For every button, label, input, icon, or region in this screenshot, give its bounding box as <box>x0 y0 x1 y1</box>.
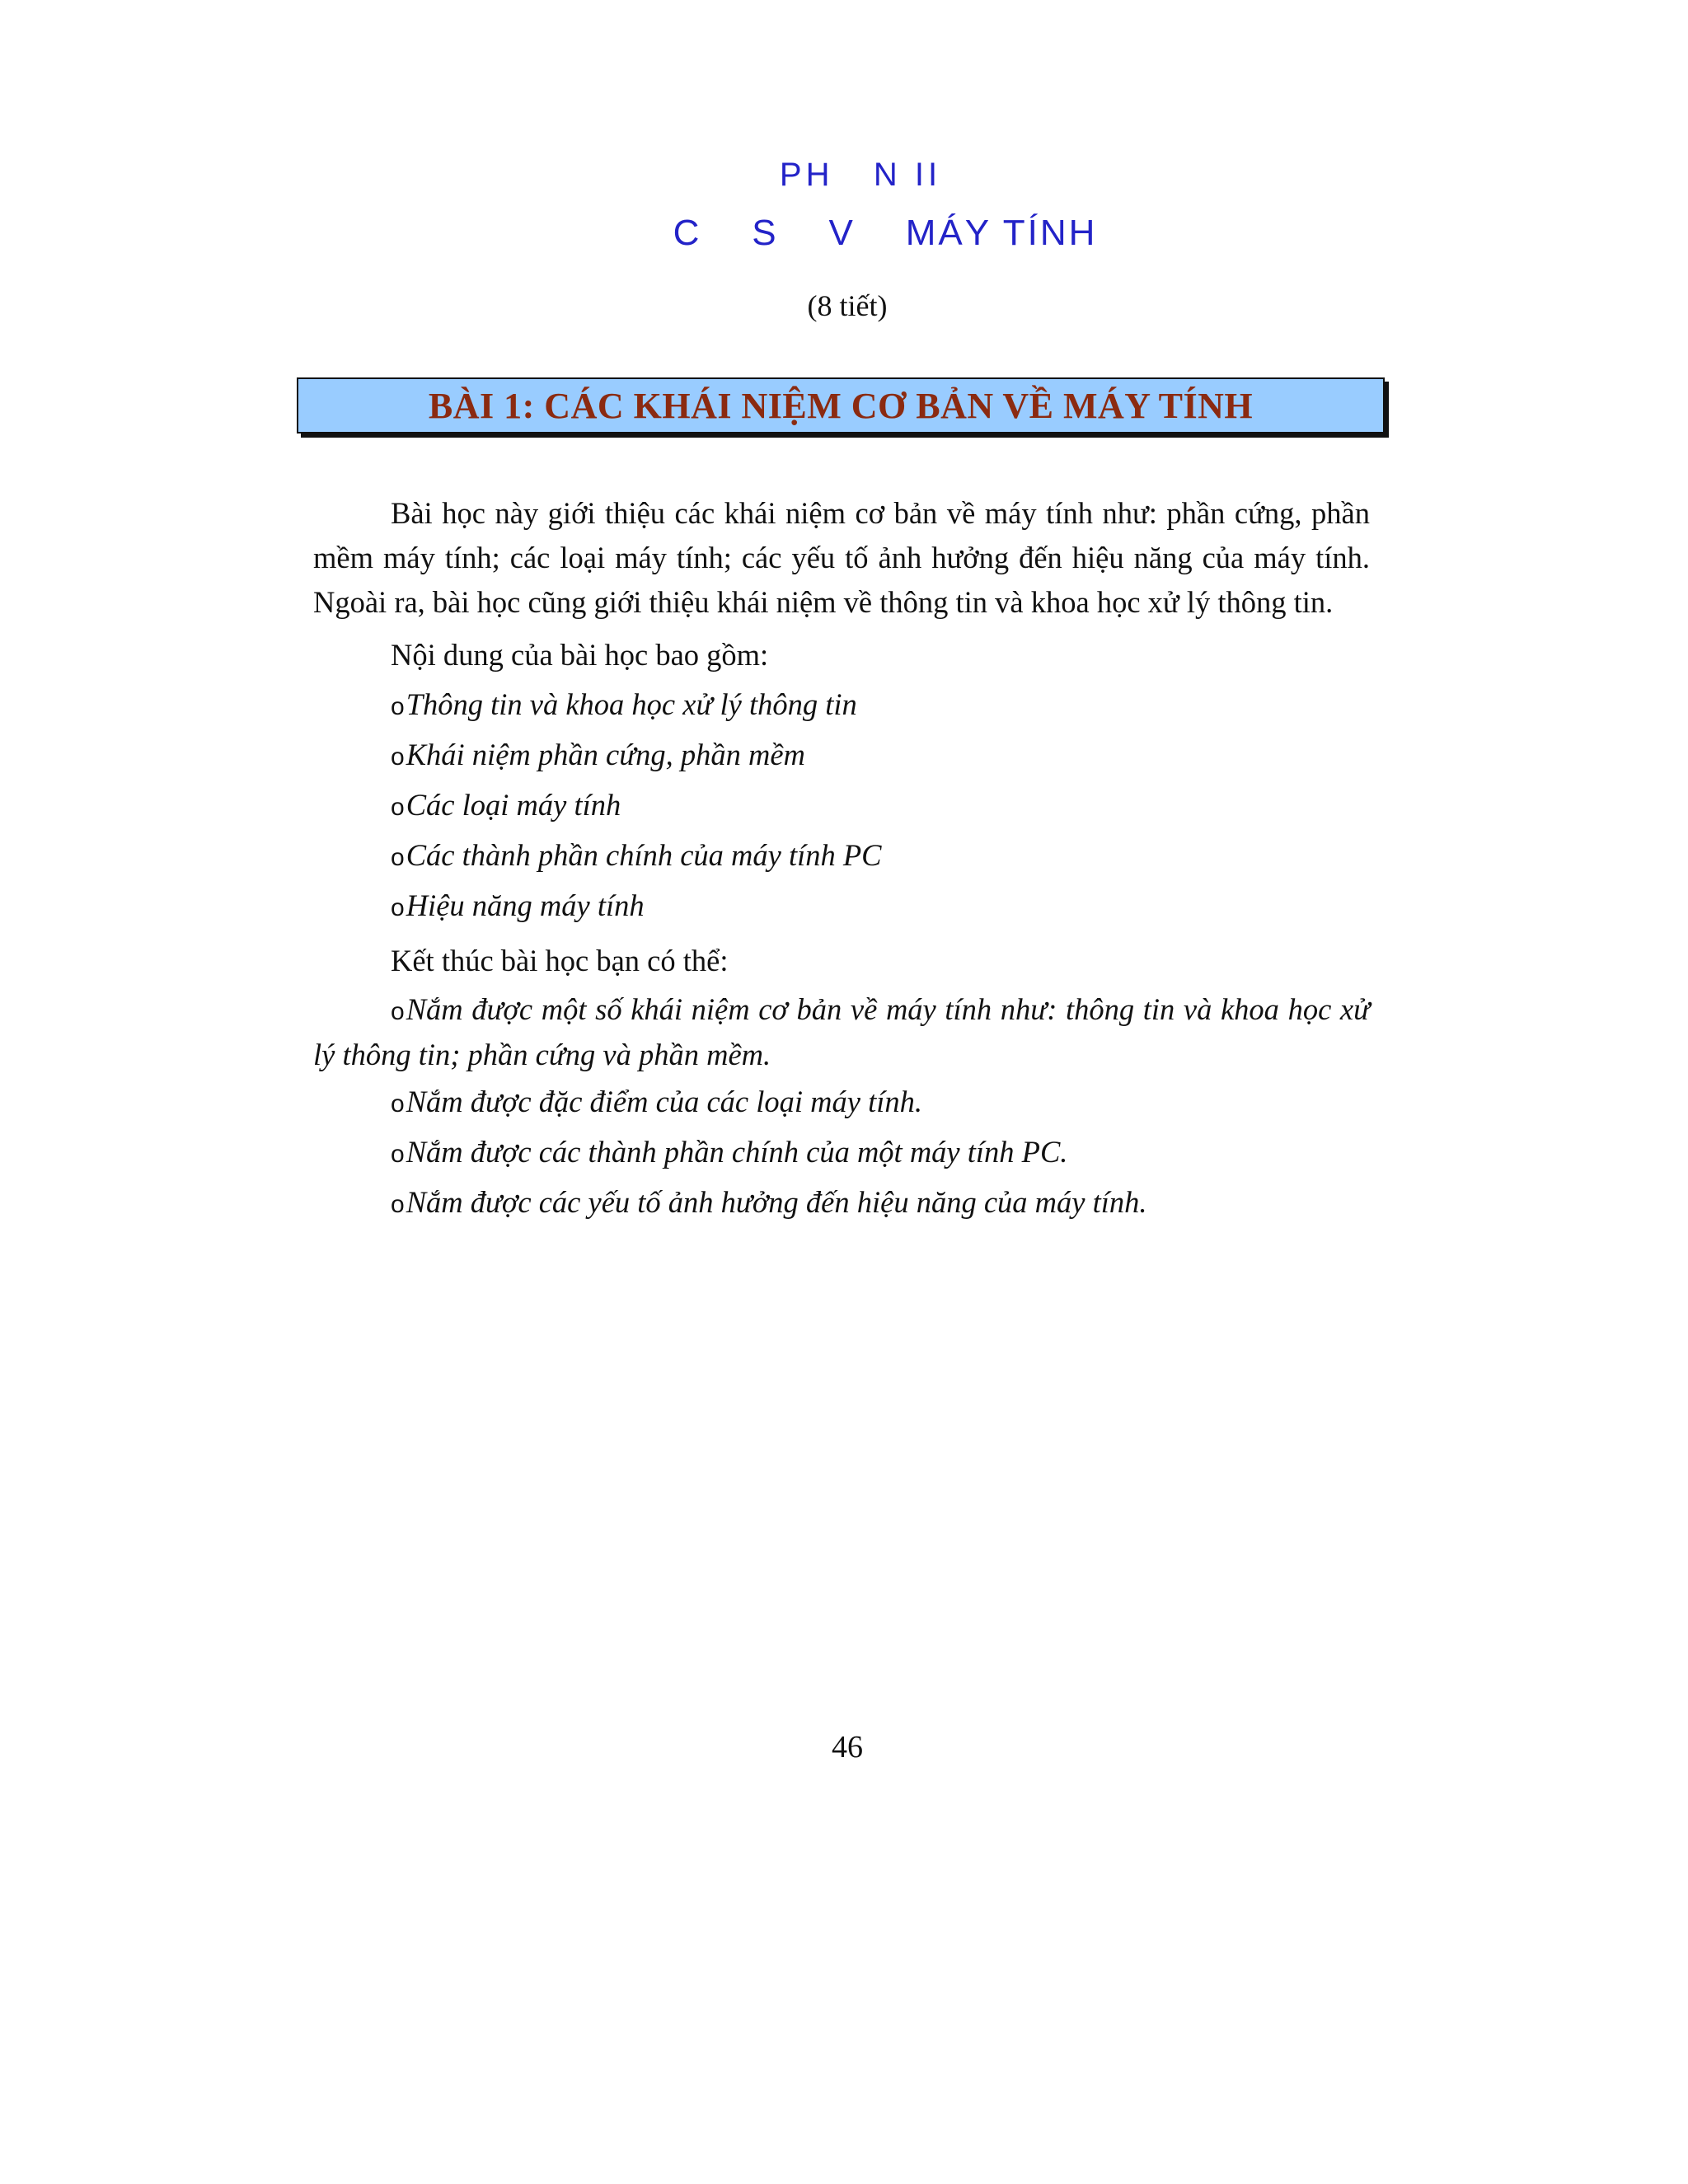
bullet-marker: o <box>391 1141 405 1168</box>
list-item <box>391 1127 1370 1177</box>
list-item <box>391 830 1370 880</box>
list-item <box>391 1076 1370 1127</box>
contents-heading: Nội dung của bài học bao gồm: <box>391 638 769 672</box>
list-item-text: Nắm được các thành phần chính của một máy tính PC. <box>406 1135 1068 1169</box>
list-item-text: Các loại máy tính <box>406 788 621 822</box>
list-item <box>313 988 1370 1076</box>
bullet-marker: o <box>391 693 405 720</box>
lesson-content <box>313 491 1370 1227</box>
list-item-text: Thông tin và khoa học xử lý thông tin <box>406 687 857 721</box>
bullet-marker: o <box>391 998 405 1025</box>
lesson-title-box <box>297 377 1385 434</box>
page-number: 46 <box>832 1730 863 1765</box>
part-title: C S V MÁY TÍNH <box>673 213 1098 253</box>
list-item-text: Các thành phần chính của máy tính PC <box>406 838 882 872</box>
bullet-marker: o <box>391 1090 405 1118</box>
list-item-text: Nắm được đặc điểm của các loại máy tính. <box>406 1085 922 1118</box>
bullet-marker: o <box>391 1191 405 1218</box>
bullet-marker: o <box>391 844 405 871</box>
list-item-text: Khái niệm phần cứng, phần mềm <box>406 738 805 771</box>
bullet-marker: o <box>391 794 405 821</box>
list-item <box>391 780 1370 830</box>
list-item <box>391 729 1370 780</box>
list-item <box>391 880 1370 930</box>
bullet-marker: o <box>391 894 405 921</box>
list-item-text: Nắm được một số khái niệm cơ bản về máy tính như: thông tin và khoa học xử lý thông tin; phần cứng và phần mềm. <box>313 992 1370 1071</box>
part-number: PH N II <box>779 157 942 193</box>
list-item <box>391 1177 1370 1227</box>
outcomes-heading: Kết thúc bài học bạn có thể: <box>391 944 729 977</box>
bullet-marker: o <box>391 743 405 771</box>
list-item <box>391 679 1370 729</box>
list-item-text: Nắm được các yếu tố ảnh hưởng đến hiệu năng của máy tính. <box>406 1185 1147 1219</box>
intro-paragraph: Bài học này giới thiệu các khái niệm cơ bản về máy tính như: phần cứng, phần mềm máy tính; các loại máy tính; các yếu tố ảnh hưởng đến hiệu năng của máy tính. Ngoài ra, bài học cũng giới thiệu khái niệm về thông tin và khoa học xử lý thông tin. <box>313 496 1370 619</box>
lesson-title: BÀI 1: CÁC KHÁI NIỆM CƠ BẢN VỀ MÁY TÍNH <box>428 386 1254 426</box>
list-item-text: Hiệu năng máy tính <box>406 888 645 922</box>
period-count: (8 tiết) <box>807 289 888 322</box>
